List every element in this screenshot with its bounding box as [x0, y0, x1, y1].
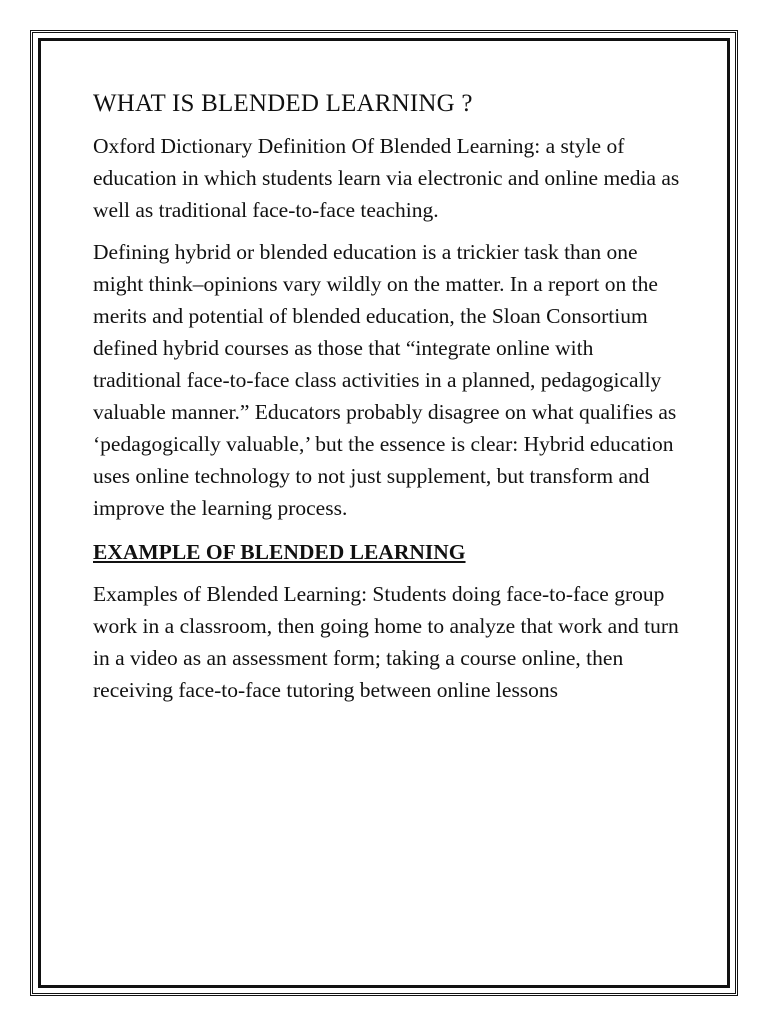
page-title: WHAT IS BLENDED LEARNING ? — [93, 90, 473, 117]
definition-paragraph: Oxford Dictionary Definition Of Blended Learning: a style of education in which students learn via electronic and online media as well as traditional face-to-face teaching. — [93, 134, 680, 222]
document-body — [93, 88, 683, 716]
example-heading: EXAMPLE OF BLENDED LEARNING — [93, 540, 466, 564]
explanation-paragraph: Defining hybrid or blended education is a trickier task than one might think–opinions vary wildly on the matter. In a report on the merits and potential of blended education, the Sloan Consortium defined hybrid courses as those that “integrate online with traditional face-to-face class activities in a planned, pedagogically valuable manner.” Educators probably disagree on what qualifies as ‘pedagogically valuable,’ but the essence is clear: Hybrid education uses online technology to not just supplement, but transform and improve the learning process. — [93, 240, 677, 520]
example-paragraph: Examples of Blended Learning: Students doing face-to-face group work in a classroom, then going home to analyze that work and turn in a video as an assessment form; taking a course online, then receiving face-to-face tutoring between online lessons — [93, 582, 679, 702]
